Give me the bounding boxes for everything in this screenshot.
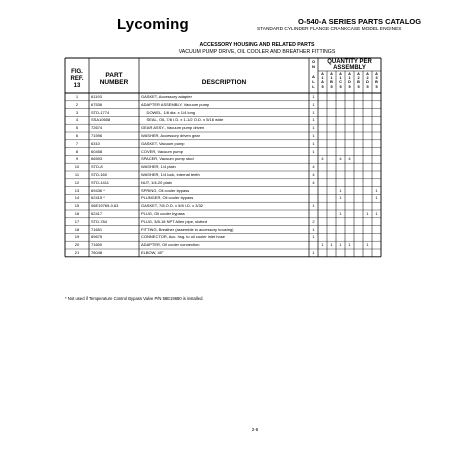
header-assembly-code: 3 [375, 76, 378, 81]
table-row-ref: 4 [75, 117, 79, 123]
table-row-qty-assembly [363, 124, 372, 132]
header-assembly-code: A [330, 72, 333, 76]
table-row-qty-assembly [372, 171, 381, 179]
table-row-description: PLUG, 3/8-18 NPT Allen pipe, slotted [141, 218, 207, 224]
table-row-qty-assembly [336, 163, 345, 171]
header-assembly-code: B [357, 80, 360, 85]
table-row-qty-assembly: 1 [375, 211, 378, 216]
header-assembly-code: C [339, 80, 342, 85]
table-row-qty-assembly [318, 171, 327, 179]
table-row-qty-assembly [372, 179, 381, 187]
table-row-qty-all: 1 [312, 140, 315, 146]
header-assembly-code: A [339, 72, 342, 76]
table-row-qty-assembly [327, 194, 336, 202]
table-row-ref: 16 [74, 211, 80, 216]
table-row-qty-assembly [363, 109, 372, 117]
header-assembly-code: B [375, 80, 378, 85]
table-row-qty-assembly: 1 [330, 242, 333, 248]
table-row-qty-assembly: 1 [339, 211, 342, 216]
table-row-qty-assembly [363, 194, 372, 202]
table-row-qty-all: 1 [312, 109, 315, 115]
table-row-qty-assembly [318, 116, 327, 124]
header-on-all-letter: O [311, 59, 316, 64]
table-row-qty-all: 2 [312, 218, 315, 224]
table-row-part-number: STD-160 [91, 172, 108, 177]
table-row-ref: 21 [74, 250, 80, 255]
header-assembly-code: A [321, 80, 324, 85]
table-row-part-number: STD-1774 [91, 109, 110, 115]
table-row-qty-assembly [354, 187, 363, 195]
table-row-qty-all: 1 [312, 148, 315, 154]
table-row-qty-all: 1 [312, 133, 315, 138]
table-row-description: COVER, Vacuum pump [141, 148, 183, 154]
table-row-description: FITTING, Breather (assemble in accessory housing) [141, 226, 234, 232]
table-row-qty-assembly [336, 124, 345, 132]
table-row-ref: 17 [74, 218, 80, 224]
table-row-ref: 18 [74, 226, 80, 232]
table-row-qty-assembly [345, 124, 354, 132]
table-row-qty-all: 4 [312, 172, 315, 177]
table-row-qty-all: 1 [312, 234, 315, 240]
table-row-qty-assembly [363, 218, 372, 226]
section-subtitle: VACUUM PUMP DRIVE, OIL COOLER AND BREATHER FITTINGS [178, 49, 336, 55]
table-row-qty-assembly: 4 [321, 156, 324, 162]
table-row-qty-all: 1 [312, 117, 315, 123]
table-row-qty-assembly [327, 93, 336, 101]
table-row-qty-assembly [336, 218, 345, 226]
table-row-part-number: 06E19769-0.63 [91, 203, 119, 209]
table-row-ref: 9 [75, 156, 79, 162]
table-row-ref: 6 [75, 133, 79, 138]
table-row-qty-assembly [336, 249, 345, 257]
table-row-description: ELBOW, 45° [141, 250, 164, 255]
header-assembly-code: D [366, 80, 369, 85]
table-row-qty-all: 4 [312, 179, 315, 185]
table-row-part-number: 61193 [91, 94, 102, 99]
table-row-qty-assembly [327, 226, 336, 234]
table-row-qty-assembly [345, 210, 354, 218]
table-row-qty-assembly [372, 226, 381, 234]
header-assembly-code: A [348, 72, 351, 76]
table-row-ref: 3 [75, 109, 79, 115]
section-title: ACCESSORY HOUSING AND RELATED PARTS [199, 42, 315, 48]
table-row-qty-assembly [363, 93, 372, 101]
table-row-description: SEAL, OIL 7/8 I.D. x 1-1/2 O.D. x 5/16 wide [141, 117, 224, 123]
table-row-qty-assembly [327, 171, 336, 179]
table-row-qty-all [309, 187, 318, 195]
table-row-ref: 7 [75, 140, 79, 146]
table-row-qty-assembly [345, 218, 354, 226]
table-row-qty-assembly: 1 [339, 195, 342, 201]
table-row-qty-assembly: 1 [366, 242, 369, 248]
table-row-qty-assembly [318, 187, 327, 195]
table-row-description: WASHER, 1/4 plain [141, 164, 176, 170]
table-row-qty-assembly [363, 163, 372, 171]
table-row-qty-assembly [318, 249, 327, 257]
table-row-qty-assembly [354, 148, 363, 156]
header-on-all-letter: N [312, 64, 315, 69]
table-row-qty-assembly [345, 140, 354, 148]
table-row-qty-assembly [327, 233, 336, 241]
table-row-part-number: 62415 * [91, 195, 105, 201]
table-row-qty-assembly [327, 124, 336, 132]
table-row-qty-assembly [327, 249, 336, 257]
table-row-ref: 11 [74, 172, 80, 177]
table-row-ref: 12 [74, 179, 80, 185]
table-row-qty-assembly [372, 241, 381, 249]
header-on-all-letter: A [312, 74, 315, 79]
table-row-part-number: 6310 [91, 140, 100, 146]
table-row-qty-assembly [318, 148, 327, 156]
table-row-qty-assembly [363, 101, 372, 109]
table-row-description: WASHER, 1/4 lock, internal teeth [141, 172, 200, 177]
header-assembly-code: 1 [330, 76, 333, 81]
table-row-ref: 15 [74, 203, 80, 209]
table-row-qty-assembly [363, 233, 372, 241]
table-row-qty-all: 1 [312, 226, 315, 232]
table-row-qty-all [309, 210, 318, 218]
table-row-qty-assembly [363, 226, 372, 234]
table-row-description: GASKET, Vacuum pump [141, 140, 185, 146]
table-row-qty-assembly [354, 124, 363, 132]
table-row-part-number: 76048 [91, 250, 103, 255]
header-description: DESCRIPTION [201, 79, 247, 86]
table-row-qty-assembly [363, 116, 372, 124]
header-assembly-code: A [366, 72, 369, 76]
table-row-qty-assembly: 1 [366, 211, 369, 216]
table-row-qty-all [309, 241, 318, 249]
table-row-description: SPACER, Vacuum pump stud [141, 156, 194, 162]
table-row-qty-assembly [354, 163, 363, 171]
header-quantity: QUANTITY PER [327, 59, 372, 65]
table-row-description: ADAPTER, Oil cooler connection [141, 242, 200, 248]
header-assembly-code: 5 [366, 84, 369, 89]
header-fig: FIG. [71, 69, 83, 75]
table-row-qty-assembly [345, 249, 354, 257]
table-row-qty-assembly: 1 [375, 195, 378, 201]
table-row-qty-assembly [354, 194, 363, 202]
table-row-qty-all: 1 [312, 125, 315, 131]
header-fig-number: 13 [73, 83, 81, 89]
table-row-description: GASKET, Accessory adapter [141, 94, 192, 99]
table-row-description: GEAR ASSY., Vacuum pump driven [141, 125, 205, 131]
table-row-qty-assembly [345, 109, 354, 117]
header-assembly-code: 5 [348, 84, 351, 89]
table-row-qty-assembly [318, 109, 327, 117]
table-row-qty-assembly [327, 202, 336, 210]
table-row-qty-assembly [318, 233, 327, 241]
table-row-description: ADAPTER ASSEMBLY, Vacuum pump [141, 101, 210, 107]
table-row-qty-assembly: 1 [339, 187, 342, 193]
table-row-qty-assembly [336, 148, 345, 156]
table-row-qty-all: 1 [312, 203, 315, 209]
table-row-qty-all [309, 155, 318, 163]
table-row-part-number: STD-8 [91, 164, 103, 170]
header-number: NUMBER [99, 79, 129, 86]
table-row-qty-assembly [336, 140, 345, 148]
table-row-qty-assembly [363, 171, 372, 179]
table-row-qty-assembly [345, 187, 354, 195]
table-row-qty-assembly [327, 218, 336, 226]
header-assembly-code: 5 [330, 84, 333, 89]
table-row-qty-assembly: 1 [375, 187, 378, 193]
table-row-ref: 10 [74, 164, 80, 170]
catalog-title: O-540-A SERIES PARTS CATALOG [298, 17, 422, 26]
table-row-part-number: 66593 [91, 156, 103, 162]
table-row-qty-assembly [372, 155, 381, 163]
table-row-qty-assembly [363, 140, 372, 148]
table-row-qty-assembly [336, 93, 345, 101]
table-row-qty-assembly [327, 179, 336, 187]
table-row-qty-assembly [336, 116, 345, 124]
table-row-qty-assembly [354, 116, 363, 124]
table-row-qty-assembly [354, 218, 363, 226]
table-row-qty-assembly [336, 233, 345, 241]
table-row-qty-assembly [318, 202, 327, 210]
table-row-qty-assembly [372, 218, 381, 226]
table-row-qty-assembly [372, 233, 381, 241]
table-row-qty-assembly [318, 218, 327, 226]
table-row-qty-assembly [336, 171, 345, 179]
table-row-qty-assembly [372, 124, 381, 132]
table-row-qty-assembly [336, 132, 345, 140]
table-row-qty-assembly [327, 210, 336, 218]
table-row-qty-all: 1 [312, 94, 315, 99]
table-row-qty-assembly [354, 249, 363, 257]
table-row-ref: 5 [75, 125, 79, 131]
table-row-ref: 20 [74, 242, 80, 248]
table-row-qty-assembly [327, 101, 336, 109]
table-row-qty-assembly [327, 140, 336, 148]
header-assembly-code: 1 [339, 76, 342, 81]
table-row-qty-assembly [327, 155, 336, 163]
table-row-qty-assembly [372, 132, 381, 140]
table-row-qty-assembly [372, 140, 381, 148]
table-row-qty-assembly [345, 171, 354, 179]
table-row-qty-assembly [354, 202, 363, 210]
table-row-part-number: STD-784 [91, 218, 108, 224]
table-row-qty-assembly [327, 163, 336, 171]
catalog-subtitle: STANDARD CYLINDER FLANGE CRANKCASE MODEL ENGINES [257, 27, 402, 32]
table-row-qty-assembly [354, 233, 363, 241]
table-row-qty-assembly [318, 194, 327, 202]
header-assembly-code: 5 [357, 84, 360, 89]
table-row-part-number: 69436 * [91, 187, 105, 193]
table-row-qty-assembly [363, 202, 372, 210]
table-row-qty-all: 1 [312, 101, 315, 107]
table-row-qty-assembly [372, 109, 381, 117]
table-row-qty-assembly [318, 101, 327, 109]
table-row-qty-assembly [327, 132, 336, 140]
header-on-all-letter: L [312, 79, 315, 84]
table-row-part-number: STD-1411 [91, 179, 109, 185]
table-row-qty-all: 4 [312, 164, 315, 170]
table-row-description: CONNECTOR, Acc. hsg. to oil cooler inlet hose [141, 234, 225, 240]
table-row-qty-assembly [345, 148, 354, 156]
table-row-qty-all: 1 [312, 250, 315, 255]
table-row-qty-assembly [345, 132, 354, 140]
table-row-qty-assembly [318, 140, 327, 148]
table-row-qty-assembly [354, 93, 363, 101]
table-row-qty-assembly [345, 226, 354, 234]
table-row-description: GASKET, 7/8 O.D. x 5/8 I.D. x 3/32 [141, 203, 204, 209]
table-row-qty-assembly [336, 109, 345, 117]
header-assembly-code: 1 [348, 76, 351, 81]
table-row-qty-assembly [354, 179, 363, 187]
table-row-qty-assembly: 1 [339, 242, 342, 248]
table-row-description: WASHER, Accessory driven gear [141, 133, 200, 138]
table-row-description: SPRING, Oil cooler bypass [141, 187, 190, 193]
table-row-qty-assembly [345, 233, 354, 241]
table-row-qty-assembly [345, 202, 354, 210]
table-row-qty-assembly [327, 148, 336, 156]
table-row-qty-assembly [363, 148, 372, 156]
header-assembly-code: 1 [321, 76, 324, 81]
table-row-qty-assembly [363, 155, 372, 163]
table-row-part-number: 72674 [91, 125, 103, 131]
table-row-qty-assembly [327, 187, 336, 195]
table-row-qty-assembly [372, 202, 381, 210]
table-row-qty-assembly [354, 210, 363, 218]
table-row-qty-assembly: 4 [339, 156, 342, 162]
table-row-part-number: 69675 [91, 234, 103, 240]
header-assembly-code: 2 [366, 76, 369, 81]
table-row-qty-assembly [345, 194, 354, 202]
table-row-ref: 1 [75, 94, 79, 99]
table-row-qty-assembly [336, 101, 345, 109]
table-row-qty-assembly [363, 179, 372, 187]
table-row-qty-assembly [372, 93, 381, 101]
table-row-description: PLUNGER, Oil cooler bypass [141, 195, 194, 201]
table-row-qty-assembly [363, 187, 372, 195]
header-part: PART [105, 72, 123, 79]
table-row-qty-assembly [363, 249, 372, 257]
table-row-qty-all [309, 194, 318, 202]
table-row-qty-assembly [354, 140, 363, 148]
table-row-qty-assembly [327, 109, 336, 117]
table-row-part-number: 71651 [91, 226, 103, 232]
table-row-description: PLUG, Oil cooler bypass [141, 211, 185, 216]
header-assembly-code: A [375, 72, 378, 76]
table-row-description: NUT, 1/4-20 plain [141, 179, 172, 185]
table-row-ref: 14 [74, 195, 80, 201]
table-row-qty-assembly [354, 171, 363, 179]
table-row-part-number: 67536 [91, 101, 103, 107]
page-number: 2-6 [251, 427, 259, 432]
table-row-qty-assembly [345, 116, 354, 124]
header-assembly-code: A [321, 72, 324, 76]
header-assembly-code: 5 [321, 84, 324, 89]
header-assembly: ASSEMBLY [333, 65, 366, 71]
table-row-qty-assembly [354, 241, 363, 249]
table-row-qty-assembly [327, 116, 336, 124]
table-row-qty-assembly [372, 101, 381, 109]
table-row-part-number: 60458 [91, 148, 103, 154]
table-row-part-number: 71600 [91, 242, 103, 248]
header-assembly-code: D [348, 80, 351, 85]
table-row-qty-assembly [372, 163, 381, 171]
table-row-qty-assembly [354, 109, 363, 117]
footnote: * Not used if Temperature Control Bypass Valve P/N 58E19680 is installed. [65, 296, 204, 301]
table-row-part-number: 62417 [91, 211, 103, 216]
table-row-qty-assembly [318, 132, 327, 140]
table-row-qty-assembly [345, 101, 354, 109]
table-row-qty-assembly: 1 [348, 242, 351, 248]
table-row-qty-assembly [345, 163, 354, 171]
header-assembly-code: 5 [375, 84, 378, 89]
table-row-qty-assembly [372, 249, 381, 257]
table-row-qty-assembly [354, 226, 363, 234]
header-on-all-letter: L [312, 84, 315, 89]
header-ref: REF. [70, 76, 84, 82]
table-row-qty-assembly: 4 [348, 156, 351, 162]
header-assembly-code: 5 [339, 84, 342, 89]
table-row-qty-assembly [336, 202, 345, 210]
table-row-qty-assembly [345, 179, 354, 187]
table-row-qty-assembly [318, 210, 327, 218]
table-row-qty-assembly: 1 [321, 242, 324, 248]
table-row-qty-assembly [318, 226, 327, 234]
header-assembly-code: A [357, 72, 360, 76]
brand-logo-text: Lycoming [117, 16, 189, 33]
table-row-qty-assembly [318, 93, 327, 101]
table-row-ref: 8 [75, 148, 79, 154]
table-row-ref: 2 [75, 101, 79, 107]
table-row-qty-assembly [354, 155, 363, 163]
table-row-part-number: SSA10658 [91, 117, 111, 123]
table-row-ref: 13 [74, 187, 80, 193]
header-assembly-code: B [330, 80, 333, 85]
table-row-qty-assembly [354, 101, 363, 109]
table-row-qty-assembly [318, 163, 327, 171]
table-row-ref: 19 [74, 234, 80, 240]
table-row-qty-assembly [363, 132, 372, 140]
table-row-description: DOWEL, 1/8 dia. x 1/4 long [141, 109, 196, 115]
table-row-qty-assembly [336, 226, 345, 234]
table-row-qty-assembly [336, 179, 345, 187]
header-assembly-code: 2 [357, 76, 360, 81]
table-row-qty-assembly [372, 116, 381, 124]
table-row-qty-assembly [354, 132, 363, 140]
table-row-qty-assembly [345, 93, 354, 101]
table-row-part-number: 71596 [91, 133, 103, 138]
table-row-qty-assembly [372, 148, 381, 156]
table-row-qty-assembly [318, 124, 327, 132]
table-row-qty-assembly [318, 179, 327, 187]
